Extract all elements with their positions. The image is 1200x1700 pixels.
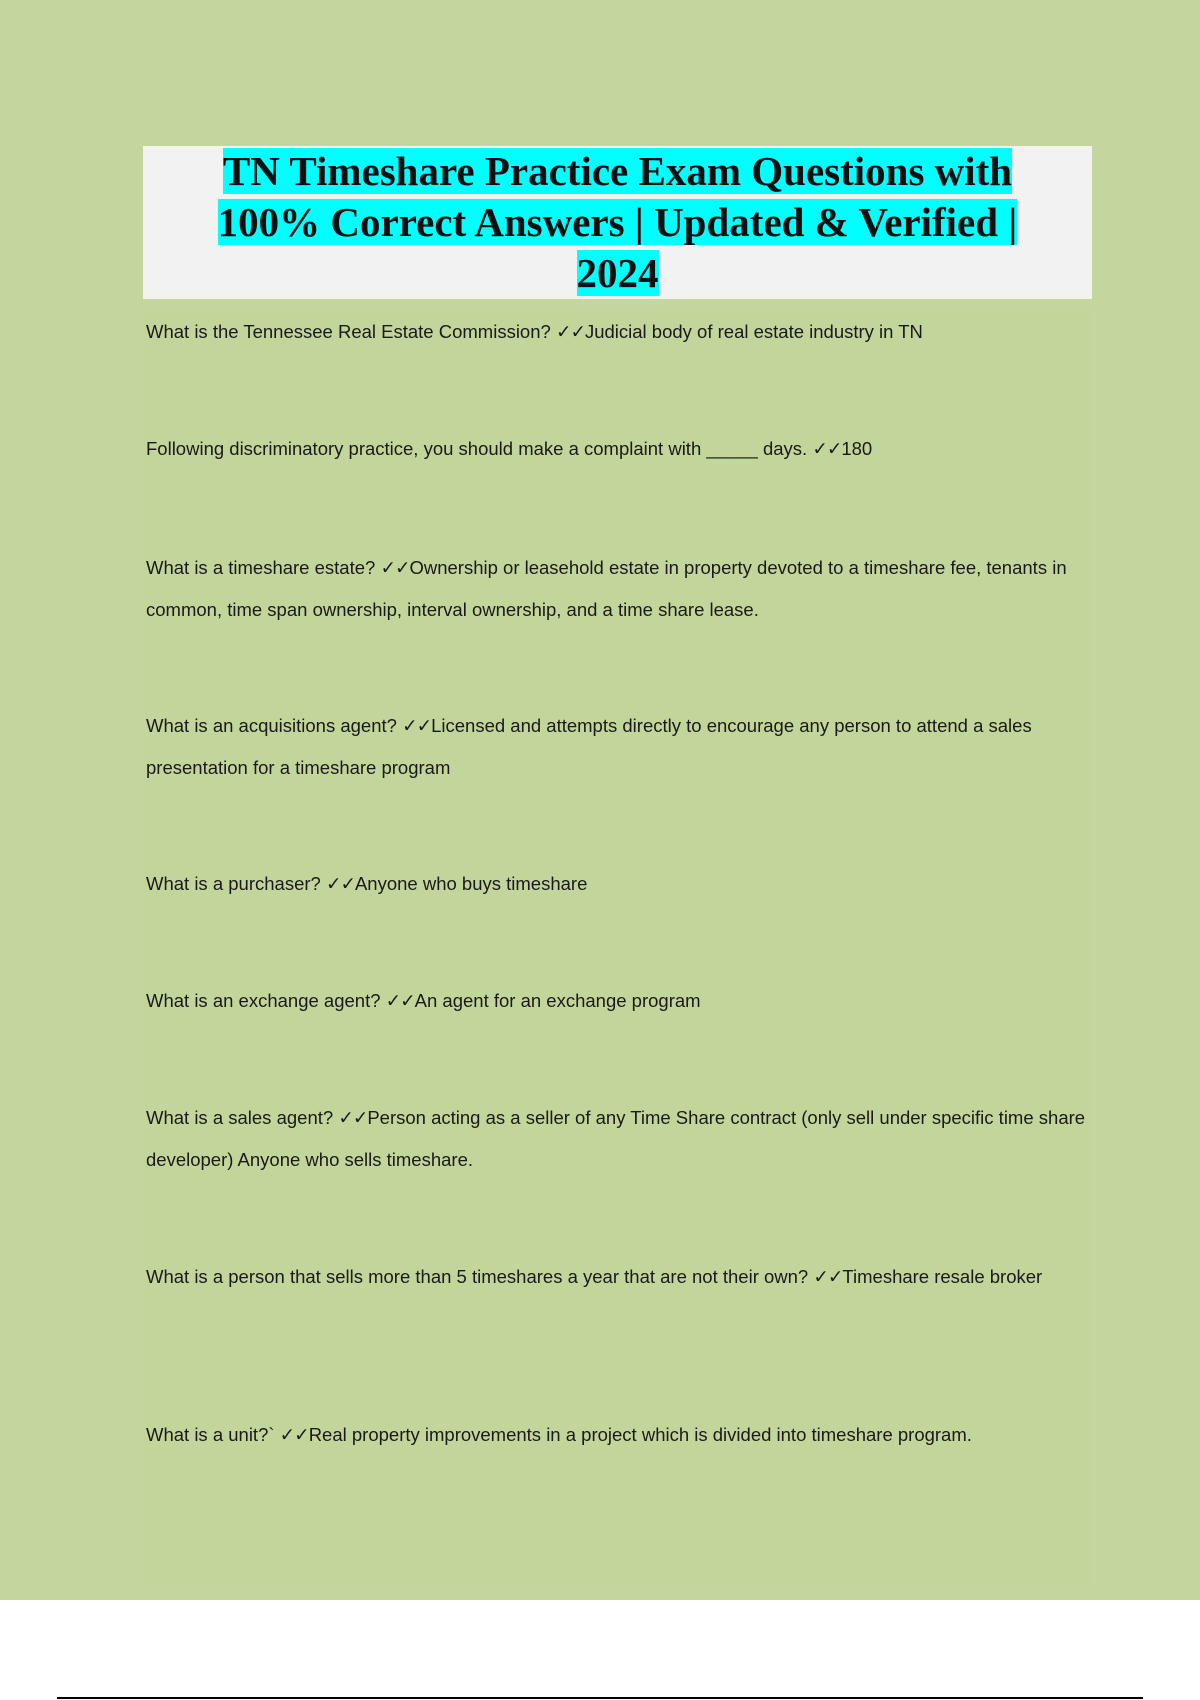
question-text: What is a purchaser?: [146, 873, 321, 894]
title-line-2: 100% Correct Answers | Updated & Verified |: [217, 199, 1018, 245]
answer-text: Judicial body of real estate industry in TN: [584, 321, 923, 342]
answer-text: Person acting as a seller of any Time Share contract (only sell under specific time share developer) Anyone who sells timeshare.: [146, 1107, 1086, 1170]
double-check-icon: ✓✓: [380, 558, 410, 579]
double-check-icon: ✓✓: [813, 1267, 843, 1288]
qa-item: [146, 547, 1086, 630]
qa-item: [146, 1256, 1086, 1298]
question-text: What is the Tennessee Real Estate Commission?: [146, 321, 551, 342]
answer-text: Ownership or leasehold estate in property devoted to a timeshare fee, tenants in common, time span ownership, interval ownership, and a time share lease.: [146, 557, 1067, 620]
double-check-icon: ✓✓: [812, 439, 842, 460]
answer-text: Anyone who buys timeshare: [354, 873, 588, 894]
answer-text: Timeshare resale broker: [842, 1266, 1043, 1287]
content-area: [143, 310, 1092, 1585]
answer-text: Real property improvements in a project which is divided into timeshare program.: [308, 1424, 972, 1445]
double-check-icon: ✓✓: [402, 716, 432, 737]
question-text: What is a timeshare estate?: [146, 557, 376, 578]
double-check-icon: ✓✓: [555, 322, 585, 343]
qa-item: [146, 428, 1086, 470]
double-check-icon: ✓✓: [385, 991, 415, 1012]
title-line-3: 2024: [576, 250, 659, 296]
qa-item: [146, 863, 1086, 905]
answer-text: 180: [841, 438, 873, 459]
qa-item: [146, 311, 1086, 353]
qa-item: [146, 1414, 1086, 1456]
answer-text: An agent for an exchange program: [414, 990, 701, 1011]
answer-text: Licensed and attempts directly to encourage any person to attend a sales presentation for a timeshare program: [146, 715, 1032, 778]
title-line-1: TN Timeshare Practice Exam Questions with: [222, 148, 1013, 194]
question-text: What is a sales agent?: [146, 1107, 334, 1128]
footer-divider: [57, 1697, 1143, 1699]
question-text: What is a unit?`: [146, 1424, 275, 1445]
double-check-icon: ✓✓: [279, 1425, 309, 1446]
question-text: What is an exchange agent?: [146, 990, 381, 1011]
title-box: [143, 146, 1092, 299]
question-text: Following discriminatory practice, you should make a complaint with _____ days.: [146, 438, 808, 459]
double-check-icon: ✓✓: [338, 1108, 368, 1129]
qa-item: [146, 1097, 1086, 1180]
document-title: [143, 146, 1092, 299]
question-text: What is an acquisitions agent?: [146, 715, 397, 736]
qa-item: [146, 705, 1086, 788]
double-check-icon: ✓✓: [325, 874, 355, 895]
qa-item: [146, 980, 1086, 1022]
question-text: What is a person that sells more than 5 timeshares a year that are not their own?: [146, 1266, 809, 1287]
